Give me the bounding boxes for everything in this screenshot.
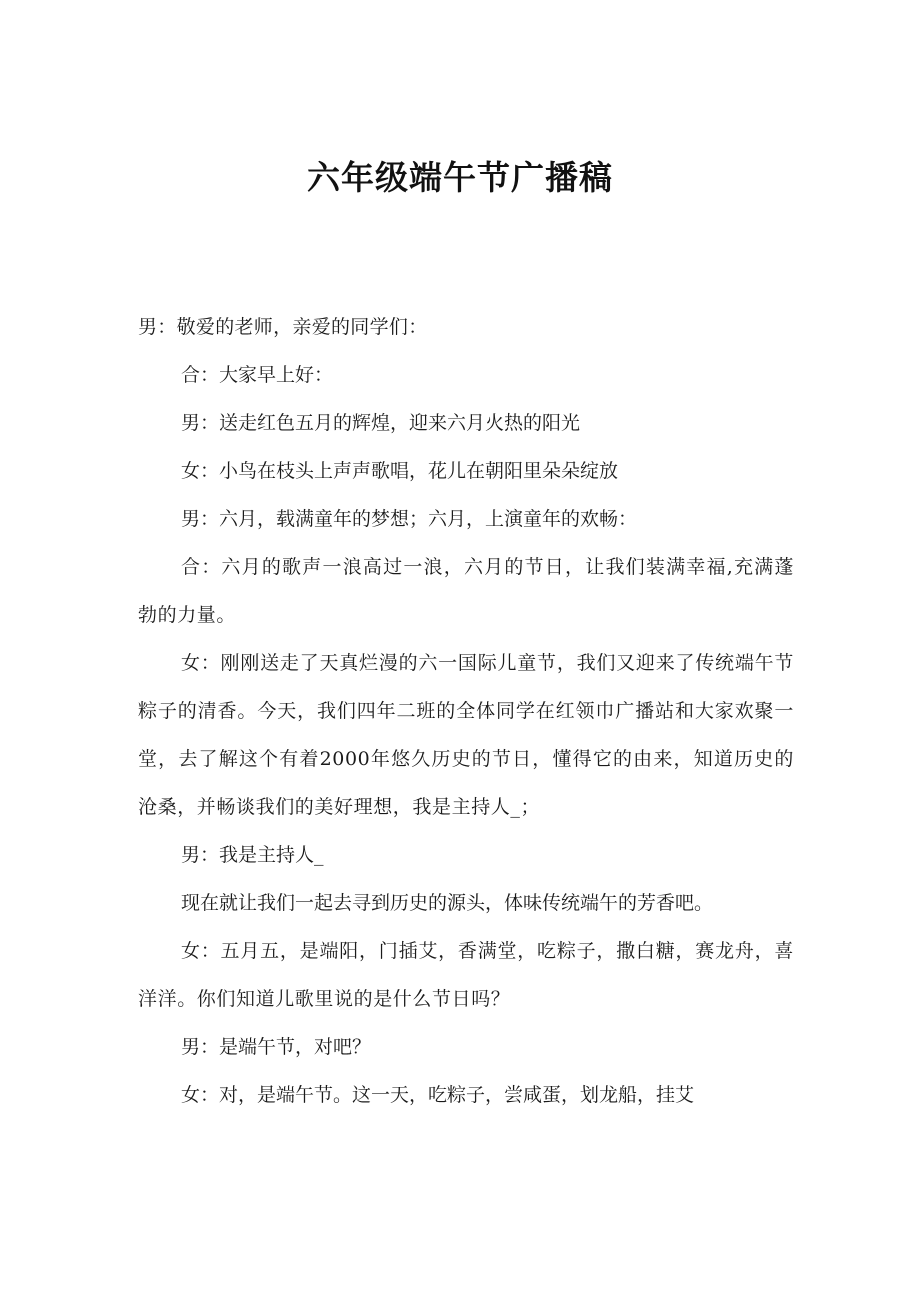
paragraph-female-birds: 女：小鸟在枝头上声声歌唱，花儿在朝阳里朵朵绽放 bbox=[181, 460, 619, 482]
paragraph-female-introduction: 女：刚刚送走了天真烂漫的六一国际儿童节，我们又迎来了传统端午节粽子的清香。今天，我们四年二班的全体同学在红领巾广播站和大家欢聚一堂，去了解这个有着2000年悠久历史的节日，懂得它的由来，知道历史的沧桑，并畅谈我们的美好理想，我是主持人_； bbox=[138, 652, 794, 818]
paragraph-male-host: 男：我是主持人_ bbox=[181, 844, 324, 866]
document-title: 六年级端午节广播稿 bbox=[307, 158, 613, 197]
paragraph-male-answer: 男：是端午节，对吧？ bbox=[181, 1036, 372, 1058]
document-body bbox=[138, 303, 794, 1119]
paragraph-greeting: 男：敬爱的老师，亲爱的同学们： bbox=[138, 316, 428, 338]
paragraph-chorus-morning: 合：大家早上好： bbox=[181, 364, 334, 386]
paragraph-male-may: 男：送走红色五月的辉煌，迎来六月火热的阳光 bbox=[181, 412, 581, 434]
paragraph-male-june: 男：六月，载满童年的梦想；六月，上演童年的欢畅： bbox=[181, 508, 638, 530]
paragraph-chorus-songs: 合：六月的歌声一浪高过一浪，六月的节日，让我们装满幸福,充满蓬勃的力量。 bbox=[138, 556, 794, 626]
paragraph-history-source: 现在就让我们一起去寻到历史的源头，体味传统端午的芳香吧。 bbox=[181, 892, 714, 914]
paragraph-female-nursery-rhyme: 女：五月五，是端阳，门插艾，香满堂，吃粽子，撒白糖，赛龙舟，喜洋洋。你们知道儿歌里说的是什么节日吗？ bbox=[138, 940, 794, 1010]
paragraph-female-customs: 女：对，是端午节。这一天，吃粽子，尝咸蛋，划龙船，挂艾 bbox=[181, 1084, 695, 1106]
